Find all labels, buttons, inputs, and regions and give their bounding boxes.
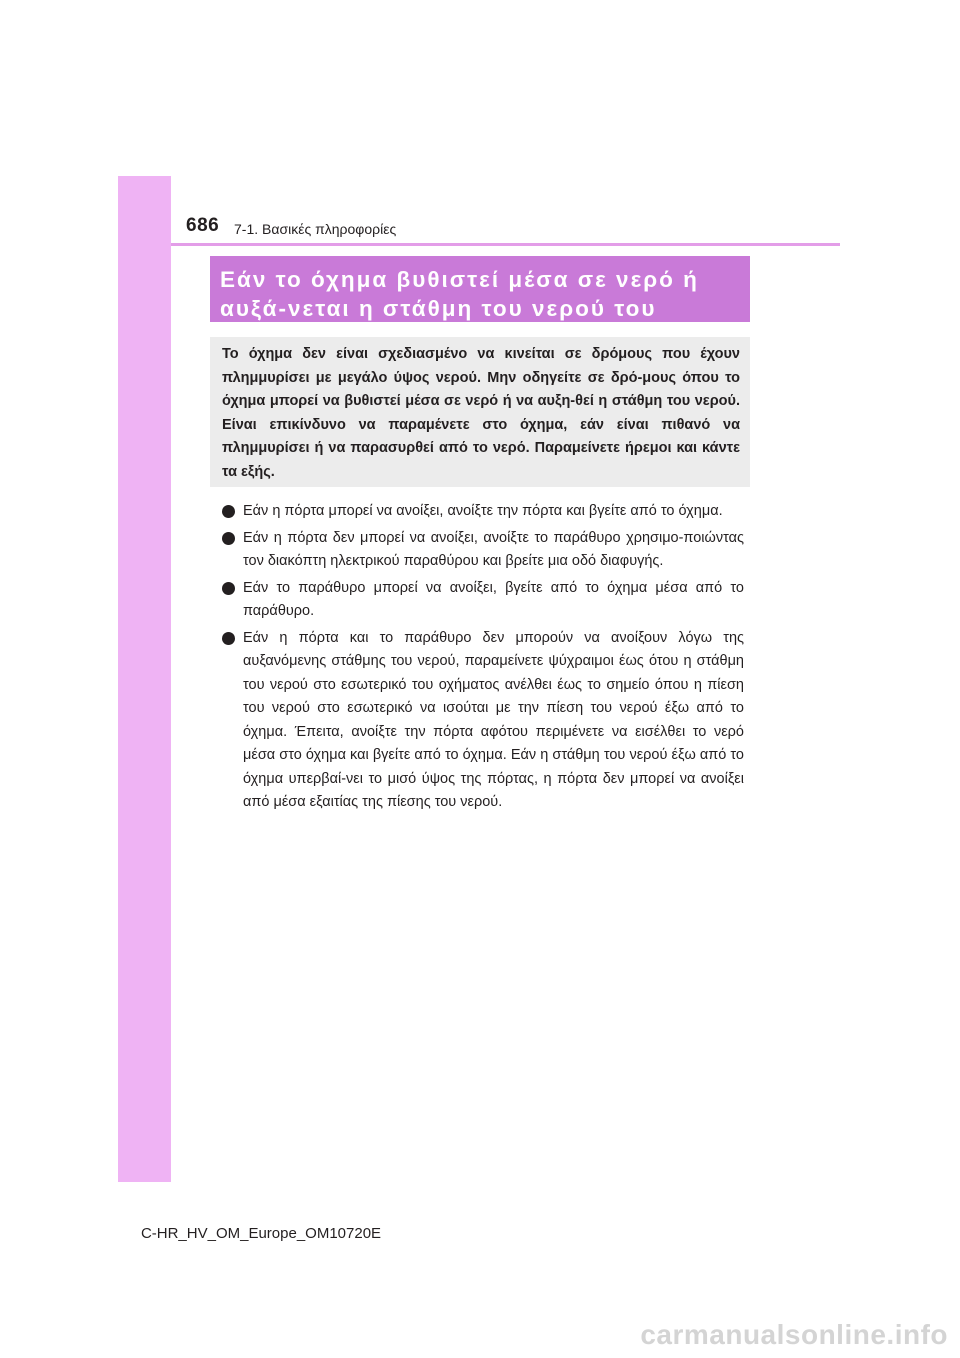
instruction-list <box>222 500 744 818</box>
list-item <box>222 500 744 524</box>
bullet-dot-icon <box>222 582 235 595</box>
document-code-footer: C-HR_HV_OM_Europe_OM10720E <box>140 1225 382 1242</box>
header-divider <box>171 243 840 246</box>
list-item <box>222 577 744 624</box>
chapter-side-band <box>118 176 171 1182</box>
list-item-text: Εάν η πόρτα δεν μπορεί να ανοίξει, ανοίξτε το παράθυρο χρησιμο-ποιώντας τον διακόπτη ηλεκτρικού παραθύρου και βρείτε μια οδό διαφυγής. <box>243 529 744 569</box>
list-item-text: Εάν η πόρτα μπορεί να ανοίξει, ανοίξτε την πόρτα και βγείτε από το όχημα. <box>243 503 723 519</box>
warning-box: Το όχημα δεν είναι σχεδιασμένο να κινείται σε δρόμους που έχουν πλημμυρίσει με μεγάλο ύψος νερού. Μην οδηγείτε σε δρό-μους όπου το όχημα μπορεί να βυθιστεί μέσα σε νερό ή να αυξη-θεί η στάθμη του νερού. Είναι επικίνδυνο να παραμένετε στο όχημα, εάν είναι πιθανό να πλημμυρίσει ή να παρασυρθεί από το νερό. Παραμείνετε ήρεμοι και κάντε τα εξής. <box>210 337 750 487</box>
list-item-text: Εάν το παράθυρο μπορεί να ανοίξει, βγείτε από το όχημα μέσα από το παράθυρο. <box>243 579 744 619</box>
bullet-dot-icon <box>222 532 235 545</box>
section-label: 7-1. Βασικές πληροφορίες <box>234 221 397 237</box>
bullet-dot-icon <box>222 632 235 645</box>
site-watermark: carmanualsonline.info <box>640 1319 948 1350</box>
page-number: 686 <box>186 215 220 236</box>
list-item <box>222 527 744 574</box>
list-item-text: Εάν η πόρτα και το παράθυρο δεν μπορούν να ανοίξουν λόγω της αυξανόμενης στάθμης του νερού, παραμείνετε ψύχραιμοι έως ότου η στάθμη του νερού στο εσωτερικό του οχήματος ανέλθει έως το σημείο όπου η πίεση του νερού στο εσωτερικό να ισούται με την πίεση του νερού έξω από το όχημα. Έπειτα, ανοίξτε την πόρτα αφότου περιμένετε να εισέλθει το νερό μέσα στο όχημα και βγείτε από το όχημα. Εάν η στάθμη του νερού έξω από το όχημα υπερβαί-νει το μισό ύψος της πόρτας, η πόρτα δεν μπορεί να ανοίξει από μέσα εξαιτίας της πίεσης του νερού. <box>243 629 744 810</box>
section-title: Εάν το όχημα βυθιστεί μέσα σε νερό ή αυξά-νεται η στάθμη του νερού του <box>210 256 750 322</box>
bullet-dot-icon <box>222 505 235 518</box>
list-item <box>222 627 744 815</box>
